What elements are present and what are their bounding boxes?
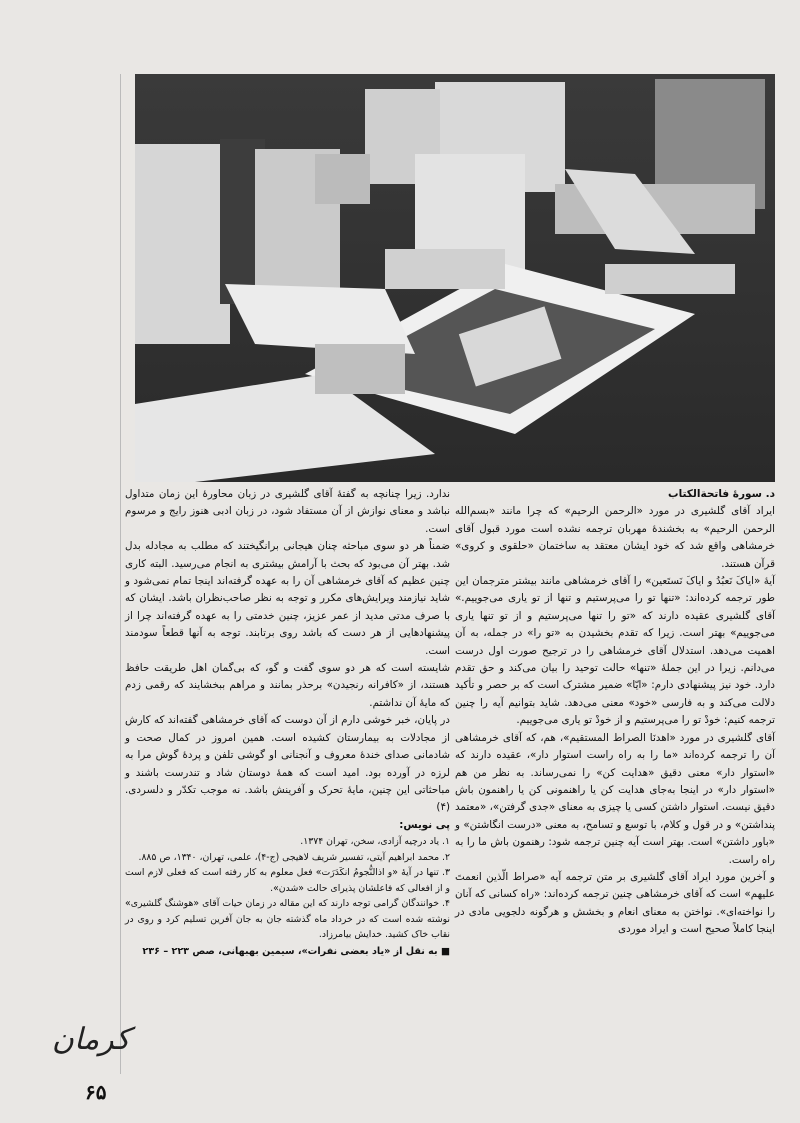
paragraph: ندارد. زیرا چنانچه به گفتهٔ آقای گلشیری در زبان محاورهٔ این زمان متداول نباشد و معنای نوازش از آن مستفاد شود، در زبان ادبی هنوز رایج و مرسوم است. — [125, 488, 450, 535]
photo-illustration — [135, 74, 775, 482]
right-column — [455, 486, 775, 939]
footnote: ۲. محمد ابراهیم آیتی، تفسیر شریف لاهیجی (ج-۴)، علمی، تهران، ۱۳۴۰، ص ۸۸۵. — [138, 851, 450, 863]
paragraph: شایسته است که هر دو سوی گفت و گو، که بی‌گمان اهل طریقت حافظ هستند، از «کافرانه رنجیدن» برحذر بمانند و مراهم ببخشایند که رقمی زدم که مایهٔ آن نداشتم. — [125, 662, 450, 709]
margin-rule — [120, 74, 121, 1074]
left-column — [125, 486, 450, 960]
page-number: ۶۵ — [85, 1080, 107, 1104]
paragraph: آقای گلشیری در مورد «اهدنَا الصراط المستقیم»، هم، که آقای خرمشاهی آن را ترجمه کرده‌اند «ما را به راه راست استوار دار»، عقیده دارند که «استوار دار» معنی دقیق «هدایت کن» را نمی‌رساند. به نظر من هم «استوار دار» در اینجا به‌جای هدایت کن یا راهنمونی کن یا راهنمون باش دقیق نیست. استوار داشتن کسی یا چیزی به معنای «جدی گرفتن»، «معتمد پنداشتن» و در قول و کلام، با توسع و تسامح، به معنی «درست انگاشتن» و «باور داشتن» است. بهتر است آیه چنین ترجمه شود: رهنمون باش ما را به راه راست. — [455, 731, 775, 866]
footnote: ۳. تنها در آیهٔ «و اذالنُّجومُ انکَدَرَت» فعل معلوم به کار رفته است که فعلی لازم است و از افعالی که فاعلشان پذیرای حالت «شدن». — [125, 867, 450, 894]
footnotes-title: پی نویس: — [399, 818, 450, 831]
quran-books-photo — [135, 74, 775, 482]
footnote: ۴. خوانندگان گرامی توجه دارند که این مقاله در زمان حیات آقای «هوشنگ گلشیری» نوشته شده است که در خرداد ماه گذشته جان به جان آفرین تسلیم کرد و روی در نقاب خاک کشید. خدایش بیامرزاد. — [125, 898, 450, 941]
section-heading: د. سورهٔ فاتحة‌الکتاب — [668, 488, 775, 500]
magazine-logo: کرمان — [51, 1022, 130, 1057]
paragraph: آیهٔ «ایاکَ نَعبُدُ و ایاکَ نَستَعین» را آقای خرمشاهی مانند بیشتر مترجمان این طور ترجمه کرده‌اند: «تنها تو را می‌پرستیم و تنها از تو یاری می‌جوییم.» آقای گلشیری عقیده دارند که «تو را تنها می‌پرستیم و از تو تنها یاری می‌جوییم» بهتر است. زیرا که تقدم بخشیدن به «تو را» در جمله، به آن اهمیت می‌دهد. استدلال آقای خرمشاهی را در ترجیح صورت اول درست می‌دانم. زیرا در این جملهٔ «تنها» حالت توحید را بیان می‌کند و حق تقدم دارد. خود نیز پیشنهادی دارم: «ایّا» ضمیر مشترک است که بر حصر و تأکید دلالت می‌کند و به فارسی «خود» معنی می‌دهد. شاید بتوانیم آیه را چنین ترجمه کنیم: خودْ تو را می‌پرستیم و از خودْ تو یاری می‌جوییم. — [455, 575, 775, 727]
paragraph: ضمناً هر دو سوی مباحثه چنان هیجانی برانگیختند که مطلب به مجادله بدل شد. بهتر آن می‌بود که بحث با آرامش بیشتری به انجام می‌رسید. البته کاری چنین عظیم که آقای خرمشاهی آن را به عهده گرفته‌اند اینجا تمام نمی‌شود و شاید نیازمند ویرایش‌های مکرر و توجه به نظر صاحب‌نظران باشد. ایشان که با صرف مدتی مدید از عمر عزیز، چنین خدمتی را به عهده گرفته‌اند چرا از پیشنهادهایی از هر دست که باشد روی برتابند. توجه به آنها قطعاً سودمند است. — [125, 540, 450, 657]
paragraph: در پایان، خبر خوشی دارم از آن دوست که آقای خرمشاهی گفته‌اند که کارش از مجادلات به بیمارستان کشیده است. همین امروز در کمال صحت و شادمانی صدای خندهٔ معروف و آنجنانی او گوشی تلفن و پردهٔ گوش مرا به لرزه در آورده بود. امید است که همهٔ دوستان شاد و تندرست باشند و مباحثاتی این چنین، مایهٔ تحرک و آفرینش باشد. نه موجب تکدّر و دلسردی. (۴) — [125, 714, 450, 814]
paragraph: و آخرین مورد ایراد آقای گلشیری بر متن ترجمه آیه «صراط الّذین انعمتَ علیهم» است که آقای خرمشاهی چنین ترجمه کرده‌اند: «راه کسانی که آنان را نواخته‌ای». نواختن به معنای انعام و بخشش و هرگونه دلجویی مادی در اینجا کاملاً صحیح است و ایراد موردی — [455, 870, 775, 936]
paragraph: ایراد آقای گلشیری در مورد «الرحمن الرحیم» که چرا مانند «بسم‌الله الرحمن الرحیم» به بخشندهٔ مهربان ترجمه نشده است مورد قبول آقای خرمشاهی واقع شد که خود ایشان معتقد به ساختمان «حلقوی و کروی» قرآن هستند. — [455, 505, 775, 570]
footnote: ۱. یاد درچیه آزادی، سخن، تهران ۱۳۷۴. — [300, 836, 450, 848]
source-credit: ■ به نقل از «یاد بعضی نفرات»، سیمین بهبهانی، صص ۲۲۳ – ۲۳۶ — [142, 945, 450, 957]
